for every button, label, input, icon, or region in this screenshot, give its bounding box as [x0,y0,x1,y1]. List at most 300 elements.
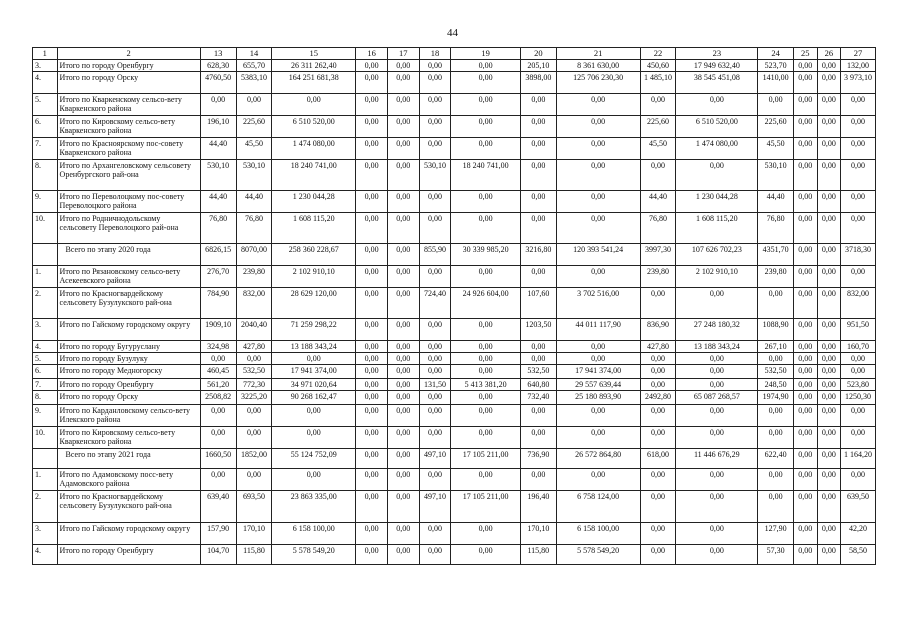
table-cell: 1 485,10 [640,72,676,94]
table-cell: 17 105 211,00 [451,449,521,469]
column-header: 2 [57,48,200,60]
table-cell: 0,00 [419,545,451,565]
table-cell: 0,00 [451,116,521,138]
table-cell: 0,00 [387,353,419,365]
table-cell: 0,00 [758,353,794,365]
table-cell: 3898,00 [520,72,556,94]
table-cell: 0,00 [794,365,818,379]
table-cell: 0,00 [451,94,521,116]
column-header: 15 [272,48,356,60]
table-cell: 0,00 [841,353,876,365]
table-cell: 0,00 [520,213,556,244]
table-cell: 0,00 [356,138,388,160]
column-header: 18 [419,48,451,60]
table-cell: 18 240 741,00 [451,160,521,191]
table-row [33,319,876,341]
table-cell: 0,00 [356,449,388,469]
table-cell: 0,00 [356,523,388,545]
table-cell: 639,40 [200,491,236,523]
table-cell: 0,00 [387,523,419,545]
column-header: 20 [520,48,556,60]
table-cell: 0,00 [556,160,640,191]
table-cell: 0,00 [419,523,451,545]
table-cell: 855,90 [419,244,451,266]
table-cell: 18 240 741,00 [272,160,356,191]
table-cell: 44,40 [236,191,272,213]
table-cell: 0,00 [520,427,556,449]
total-row [33,449,876,469]
table-cell: 0,00 [387,213,419,244]
table-cell: 17 105 211,00 [451,491,521,523]
table-cell: 0,00 [640,94,676,116]
table-cell: 0,00 [451,266,521,288]
table-cell: 42,20 [841,523,876,545]
table-row [33,160,876,191]
table-cell: 38 545 451,08 [676,72,758,94]
row-label: Итого по городу Оренбургу [57,545,200,565]
table-cell: 951,50 [841,319,876,341]
table-cell: 0,00 [520,160,556,191]
table-cell: 0,00 [356,319,388,341]
table-cell: 0,00 [556,405,640,427]
table-cell: 0,00 [817,213,841,244]
row-label: Итого по Красногвардейскому сельсовету Бузулукского рай-она [57,288,200,319]
table-cell: 0,00 [272,469,356,491]
row-label: Итого по Переволоцкому пос-совету Переволоцкого района [57,191,200,213]
table-cell: 0,00 [356,160,388,191]
table-cell: 0,00 [356,116,388,138]
table-cell: 0,00 [356,72,388,94]
table-cell: 11 446 676,29 [676,449,758,469]
row-index: 7. [33,138,58,160]
table-cell: 45,50 [758,138,794,160]
table-cell: 0,00 [200,405,236,427]
table-cell: 2508,82 [200,391,236,405]
table-cell: 45,50 [236,138,272,160]
table-row [33,266,876,288]
row-label: Всего по этапу 2020 года [57,244,200,266]
table-cell: 3 702 516,00 [556,288,640,319]
table-cell: 1974,90 [758,391,794,405]
table-cell: 0,00 [794,391,818,405]
table-row [33,427,876,449]
table-cell: 0,00 [451,72,521,94]
table-cell: 0,00 [387,160,419,191]
table-cell: 29 557 639,44 [556,379,640,391]
row-index: 2. [33,491,58,523]
table-cell: 160,70 [841,341,876,353]
table-cell: 44 011 117,90 [556,319,640,341]
table-cell: 0,00 [817,72,841,94]
table-cell: 0,00 [272,94,356,116]
table-cell: 0,00 [758,94,794,116]
table-row [33,288,876,319]
table-row [33,391,876,405]
table-cell: 0,00 [676,160,758,191]
row-index: 4. [33,341,58,353]
table-cell: 532,50 [758,365,794,379]
table-cell: 0,00 [451,365,521,379]
table-cell: 0,00 [817,427,841,449]
table-cell: 58,50 [841,545,876,565]
table-cell: 0,00 [817,491,841,523]
column-header: 21 [556,48,640,60]
table-cell: 1088,90 [758,319,794,341]
table-row [33,353,876,365]
table-cell: 0,00 [419,138,451,160]
table-cell: 225,60 [236,116,272,138]
table-cell: 76,80 [236,213,272,244]
total-row [33,244,876,266]
table-cell: 0,00 [520,191,556,213]
table-cell: 0,00 [758,427,794,449]
table-cell: 0,00 [387,319,419,341]
table-cell: 0,00 [419,427,451,449]
table-cell: 44,40 [200,138,236,160]
table-cell: 0,00 [640,160,676,191]
table-cell: 1 230 044,28 [676,191,758,213]
table-cell: 0,00 [200,94,236,116]
table-cell: 0,00 [451,213,521,244]
table-cell: 0,00 [794,491,818,523]
table-cell: 225,60 [758,116,794,138]
table-cell: 0,00 [356,60,388,72]
table-cell: 0,00 [817,523,841,545]
table-cell: 0,00 [387,266,419,288]
table-cell: 17 949 632,40 [676,60,758,72]
column-header: 14 [236,48,272,60]
table-cell: 225,60 [640,116,676,138]
table-cell: 239,80 [758,266,794,288]
table-cell: 1909,10 [200,319,236,341]
table-cell: 655,70 [236,60,272,72]
table-cell: 170,10 [236,523,272,545]
table-cell: 0,00 [520,138,556,160]
table-row [33,545,876,565]
row-index [33,449,58,469]
row-index: 2. [33,288,58,319]
table-cell: 0,00 [356,427,388,449]
table-cell: 0,00 [676,405,758,427]
row-index: 3. [33,523,58,545]
table-cell: 0,00 [841,405,876,427]
table-cell: 0,00 [794,545,818,565]
table-cell: 0,00 [387,60,419,72]
table-cell: 44,40 [200,191,236,213]
table-cell: 724,40 [419,288,451,319]
table-cell: 0,00 [356,379,388,391]
table-cell: 0,00 [676,427,758,449]
table-cell: 772,30 [236,379,272,391]
table-cell: 523,80 [841,379,876,391]
table-cell: 248,50 [758,379,794,391]
column-header: 19 [451,48,521,60]
table-cell: 0,00 [387,405,419,427]
table-cell: 0,00 [640,469,676,491]
table-cell: 0,00 [387,138,419,160]
table-cell: 0,00 [236,469,272,491]
table-cell: 0,00 [556,427,640,449]
table-cell: 6 158 100,00 [556,523,640,545]
table-cell: 0,00 [640,353,676,365]
table-cell: 0,00 [200,353,236,365]
table-cell: 0,00 [794,213,818,244]
table-row [33,116,876,138]
table-cell: 0,00 [520,94,556,116]
table-cell: 0,00 [794,244,818,266]
table-cell: 0,00 [419,341,451,353]
column-header: 17 [387,48,419,60]
row-index: 4. [33,545,58,565]
table-cell: 0,00 [817,341,841,353]
row-index: 1. [33,266,58,288]
table-row [33,469,876,491]
table-cell: 0,00 [272,353,356,365]
table-cell: 1 164,20 [841,449,876,469]
table-cell: 6 758 124,00 [556,491,640,523]
table-cell: 836,90 [640,319,676,341]
table-cell: 1250,30 [841,391,876,405]
table-row [33,213,876,244]
table-cell: 0,00 [419,94,451,116]
table-cell: 1852,00 [236,449,272,469]
table-cell: 239,80 [640,266,676,288]
table-cell: 0,00 [758,288,794,319]
table-cell: 0,00 [676,469,758,491]
table-cell: 0,00 [419,405,451,427]
table-cell: 3997,30 [640,244,676,266]
table-cell: 0,00 [356,266,388,288]
table-cell: 0,00 [794,72,818,94]
table-cell: 0,00 [520,116,556,138]
table-cell: 55 124 752,09 [272,449,356,469]
row-index: 7. [33,379,58,391]
table-cell: 0,00 [451,341,521,353]
table-cell: 0,00 [356,353,388,365]
table-cell: 115,80 [520,545,556,565]
table-cell: 0,00 [356,191,388,213]
table-cell: 628,30 [200,60,236,72]
row-label: Итого по Гайскому городскому округу [57,319,200,341]
table-cell: 0,00 [758,405,794,427]
table-cell: 205,10 [520,60,556,72]
table-cell: 523,70 [758,60,794,72]
table-cell: 561,20 [200,379,236,391]
table-cell: 1 474 080,00 [676,138,758,160]
column-header: 1 [33,48,58,60]
table-cell: 0,00 [794,160,818,191]
table-cell: 0,00 [356,244,388,266]
table-cell: 2 102 910,10 [676,266,758,288]
table-cell: 3718,30 [841,244,876,266]
table-cell: 0,00 [419,319,451,341]
row-label: Итого по Карданловскому сельсо-вету Илекского района [57,405,200,427]
table-cell: 0,00 [387,469,419,491]
table-cell: 6 158 100,00 [272,523,356,545]
table-cell: 0,00 [200,427,236,449]
table-cell: 0,00 [817,244,841,266]
table-cell: 5383,10 [236,72,272,94]
table-cell: 427,80 [640,341,676,353]
table-cell: 0,00 [387,94,419,116]
table-cell: 0,00 [676,545,758,565]
table-cell: 0,00 [451,60,521,72]
table-cell: 832,00 [236,288,272,319]
row-label: Итого по Адамовскому посс-вету Адамовского района [57,469,200,491]
table-cell: 6826,15 [200,244,236,266]
table-cell: 90 268 162,47 [272,391,356,405]
table-cell: 0,00 [387,288,419,319]
row-label: Итого по Архангеловскому сельсовету Оренбургского рай-она [57,160,200,191]
table-cell: 0,00 [451,319,521,341]
table-cell: 0,00 [640,491,676,523]
table-cell: 0,00 [556,191,640,213]
row-label: Всего по этапу 2021 года [57,449,200,469]
table-cell: 0,00 [794,523,818,545]
table-header-row [33,48,876,60]
table-cell: 258 360 228,67 [272,244,356,266]
table-row [33,405,876,427]
table-cell: 0,00 [356,469,388,491]
table-cell: 0,00 [841,116,876,138]
table-cell: 0,00 [520,405,556,427]
table-cell: 0,00 [451,545,521,565]
table-cell: 0,00 [419,60,451,72]
row-index: 1. [33,469,58,491]
table-cell: 0,00 [556,116,640,138]
table-cell: 4351,70 [758,244,794,266]
table-cell: 0,00 [794,94,818,116]
table-cell: 0,00 [676,94,758,116]
column-header: 16 [356,48,388,60]
table-cell: 0,00 [817,391,841,405]
table-cell: 27 248 180,32 [676,319,758,341]
table-cell: 324,98 [200,341,236,353]
row-index: 9. [33,405,58,427]
row-index: 10. [33,213,58,244]
table-cell: 157,90 [200,523,236,545]
table-cell: 0,00 [520,266,556,288]
table-cell: 0,00 [794,191,818,213]
table-cell: 17 941 374,00 [556,365,640,379]
table-cell: 427,80 [236,341,272,353]
table-cell: 0,00 [419,353,451,365]
table-cell: 45,50 [640,138,676,160]
table-cell: 0,00 [272,427,356,449]
table-cell: 0,00 [236,94,272,116]
table-cell: 0,00 [841,191,876,213]
table-cell: 0,00 [817,60,841,72]
column-header: 13 [200,48,236,60]
row-label: Итого по Гайскому городскому округу [57,523,200,545]
table-cell: 0,00 [640,545,676,565]
table-cell: 0,00 [794,138,818,160]
row-label: Итого по Родничнодольскому сельсовету Переволоцкого рай-она [57,213,200,244]
table-cell: 0,00 [817,405,841,427]
table-cell: 0,00 [794,379,818,391]
table-cell: 0,00 [556,353,640,365]
row-label: Итого по городу Орску [57,72,200,94]
table-cell: 115,80 [236,545,272,565]
table-cell: 6 510 520,00 [272,116,356,138]
table-cell: 530,10 [236,160,272,191]
table-cell: 8 361 630,00 [556,60,640,72]
table-cell: 0,00 [451,405,521,427]
table-cell: 618,00 [640,449,676,469]
row-index: 6. [33,116,58,138]
table-cell: 0,00 [387,491,419,523]
table-cell: 0,00 [520,469,556,491]
table-cell: 0,00 [676,491,758,523]
table-cell: 1203,50 [520,319,556,341]
page-number: 44 [447,27,458,39]
table-cell: 267,10 [758,341,794,353]
table-cell: 0,00 [387,379,419,391]
table-cell: 34 971 020,64 [272,379,356,391]
row-label: Итого по Рязановскому сельсо-вету Асекеевского района [57,266,200,288]
table-cell: 0,00 [640,405,676,427]
table-cell: 0,00 [451,427,521,449]
table-cell: 0,00 [272,405,356,427]
table-cell: 6 510 520,00 [676,116,758,138]
table-cell: 0,00 [758,491,794,523]
table-cell: 131,50 [419,379,451,391]
table-cell: 0,00 [356,405,388,427]
table-cell: 0,00 [794,353,818,365]
table-cell: 0,00 [841,427,876,449]
table-row [33,72,876,94]
row-label: Итого по Кировскому сельсо-вету Кваркенского района [57,427,200,449]
table-cell: 0,00 [387,116,419,138]
table-cell: 0,00 [451,353,521,365]
table-cell: 26 572 864,80 [556,449,640,469]
row-index [33,244,58,266]
table-cell: 1 230 044,28 [272,191,356,213]
row-label: Итого по Кваркенскому сельсо-вету Кваркенского района [57,94,200,116]
table-cell: 0,00 [387,341,419,353]
table-cell: 24 926 604,00 [451,288,521,319]
table-cell: 0,00 [419,191,451,213]
table-cell: 0,00 [817,449,841,469]
table-cell: 0,00 [419,266,451,288]
table-cell: 1 474 080,00 [272,138,356,160]
column-header: 22 [640,48,676,60]
table-cell: 0,00 [817,545,841,565]
table-cell: 784,90 [200,288,236,319]
table-cell: 0,00 [794,288,818,319]
table-cell: 0,00 [387,244,419,266]
table-cell: 0,00 [841,266,876,288]
table-cell: 5 578 549,20 [272,545,356,565]
table-cell: 0,00 [640,288,676,319]
table-cell: 0,00 [841,469,876,491]
table-cell: 0,00 [640,365,676,379]
table-cell: 530,10 [419,160,451,191]
table-cell: 0,00 [387,191,419,213]
table-cell: 0,00 [236,405,272,427]
table-cell: 0,00 [817,116,841,138]
table-cell: 28 629 120,00 [272,288,356,319]
table-row [33,523,876,545]
table-cell: 0,00 [817,266,841,288]
table-cell: 0,00 [556,266,640,288]
table-cell: 0,00 [817,319,841,341]
table-row [33,341,876,353]
table-cell: 0,00 [419,469,451,491]
row-label: Итого по городу Орску [57,391,200,405]
table-cell: 5 578 549,20 [556,545,640,565]
table-cell: 2 102 910,10 [272,266,356,288]
